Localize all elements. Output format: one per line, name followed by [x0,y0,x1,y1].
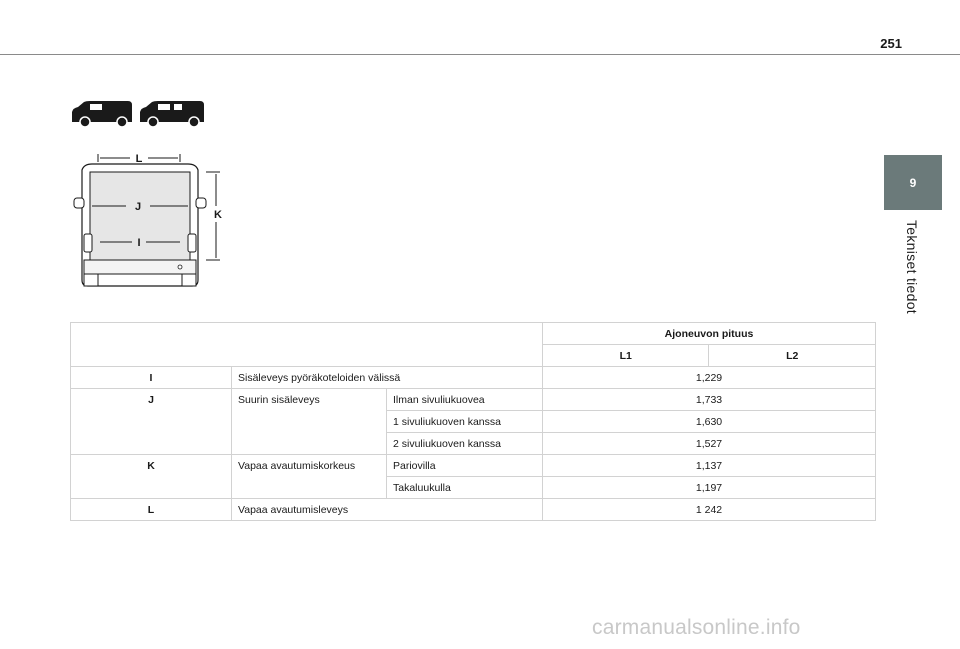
label-L: L [135,153,143,165]
van-silhouettes [70,98,205,130]
row-sub-label: Takaluukulla [387,477,543,499]
right-tail-light [188,234,196,252]
table-header-row [71,323,876,345]
left-wheel [84,274,98,286]
row-value: 1,137 [543,455,876,477]
chapter-title: Tekniset tiedot [904,220,920,314]
van-long-icon [140,101,204,127]
row-sub-label: 2 sivuliukuoven kanssa [387,433,543,455]
right-mirror [196,198,206,208]
header-l2: L2 [709,345,876,367]
row-description: Sisäleveys pyöräkoteloiden välissä [232,367,543,389]
dimension-L [98,153,180,165]
table-subheader-row [71,345,876,367]
row-description: Vapaa avautumisleveys [232,499,543,521]
row-value: 1 242 [543,499,876,521]
row-key: K [71,455,232,477]
label-K: K [214,209,222,221]
table-row [71,411,876,433]
row-value: 1,197 [543,477,876,499]
header-l1: L1 [543,345,709,367]
label-J: J [134,201,142,213]
left-tail-light [84,234,92,252]
row-key: L [71,499,232,521]
left-mirror [74,198,84,208]
row-description: Vapaa avautumiskorkeus [232,455,387,477]
label-I: I [137,237,141,249]
chapter-number: 9 [909,175,917,190]
row-key: J [71,389,232,411]
chapter-tab[interactable] [884,155,942,210]
rear-opening-diagram [70,142,240,292]
row-sub-label: Ilman sivuliukuovea [387,389,543,411]
watermark: carmanualsonline.info [592,616,801,639]
row-value: 1,229 [543,367,876,389]
row-key: I [71,367,232,389]
header-divider [0,54,960,55]
table-row [71,455,876,477]
header-vehicle-length: Ajoneuvon pituus [543,323,876,345]
right-wheel [182,274,196,286]
dimensions-table [70,322,876,521]
page-number: 251 [880,36,902,51]
row-sub-label: 1 sivuliukuoven kanssa [387,411,543,433]
table-row [71,499,876,521]
table-row [71,367,876,389]
row-sub-label: Pariovilla [387,455,543,477]
dimension-K [206,172,222,260]
row-value: 1,527 [543,433,876,455]
row-value: 1,733 [543,389,876,411]
table-row [71,477,876,499]
van-short-icon [72,101,132,127]
row-description: Suurin sisäleveys [232,389,387,411]
row-value: 1,630 [543,411,876,433]
table-row [71,433,876,455]
table-row [71,389,876,411]
